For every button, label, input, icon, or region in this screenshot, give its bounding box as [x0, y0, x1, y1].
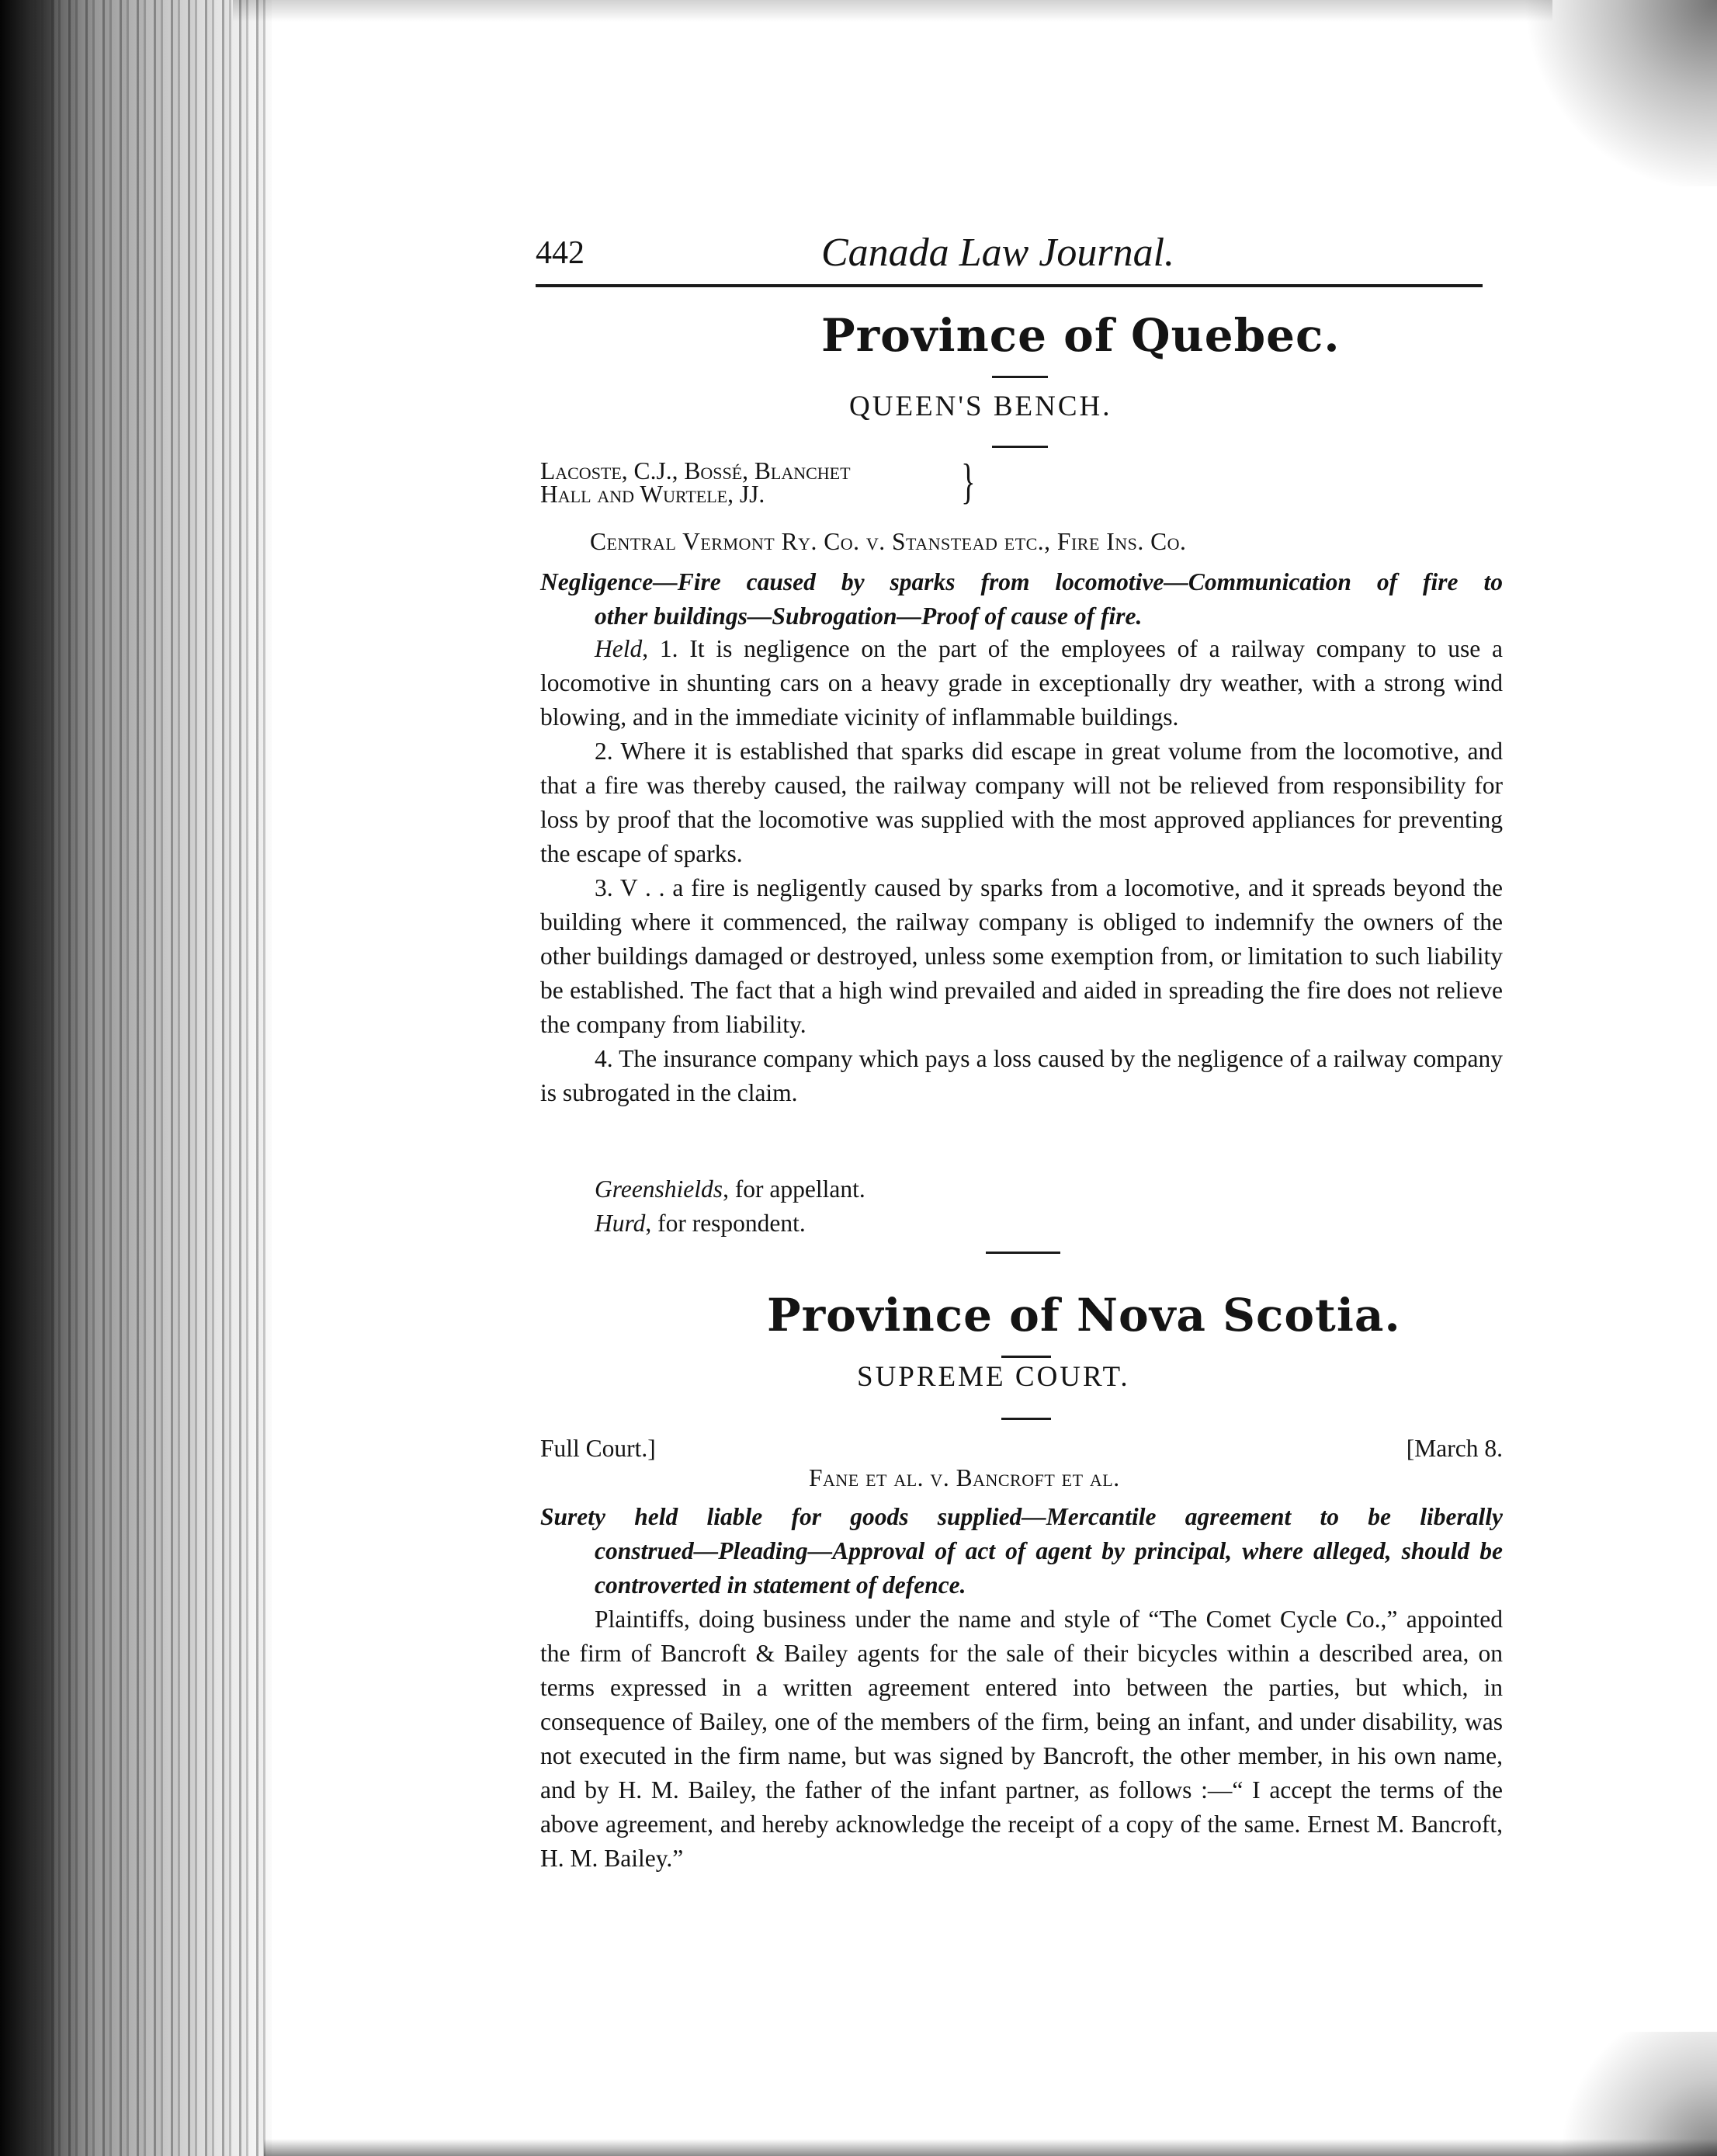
counsel-name: Hurd [595, 1210, 646, 1237]
page-number: 442 [536, 235, 584, 271]
rule-divider [1001, 1418, 1051, 1420]
held-text: , 1. It is negligence on the part of the employees of a railway company to use a locomotive in shunting cars on a heavy grade in exceptionally dry weather, with a strong wind blowing, and in the immediate vicinity of inflammable buildings. [540, 635, 1503, 731]
quebec-held-paragraphs [540, 632, 1503, 1110]
quebec-court-name: QUEEN'S BENCH. [849, 391, 1112, 422]
nova-scotia-headnote [540, 1500, 1503, 1602]
counsel-respondent [595, 1206, 806, 1241]
counsel-role: , for respondent. [645, 1210, 806, 1237]
decision-date: [March 8. [1406, 1435, 1503, 1462]
judges-list [540, 457, 990, 508]
quebec-case-title: Central Vermont Ry. Co. v. Stanstead etc., Fire Ins. Co. [590, 528, 1187, 555]
header-rule [536, 284, 1483, 287]
counsel-name: Greenshields [595, 1175, 723, 1203]
held-paragraph-3: 3. V . . a fire is negligently caused by sparks from a locomotive, and it spreads beyond the building where it commenced, the railway company is obliged to indemnify the owners of the other buildings damaged or destroyed, unless some exemption from, or limitation to such liability be established. The fact that a high wind prevailed and aided in spreading the fire does not relieve the company from liability. [540, 874, 1503, 1038]
section-divider [986, 1252, 1060, 1254]
judges-line: Hall and Wurtele, JJ. [540, 481, 765, 508]
quebec-headnote [540, 565, 1503, 634]
quebec-province-heading: Province of Quebec. [821, 309, 1341, 362]
rule-divider [1001, 1356, 1051, 1358]
headnote-line: other buildings—Subrogation—Proof of cause of fire. [595, 602, 1143, 630]
running-header [536, 231, 1483, 287]
page-corner-top-right [1515, 0, 1717, 186]
counsel-appellant [595, 1172, 865, 1206]
nova-scotia-case-title: Fane et al. v. Bancroft et al. [809, 1464, 1120, 1491]
counsel-role: , for appellant. [723, 1175, 865, 1203]
held-paragraph-2: 2. Where it is established that sparks did escape in great volume from the locomotive, and that a fire was thereby caused, the railway company will not be relieved from responsibility for loss by proof that the locomotive was supplied with the most approved appliances for preventing the escape of sparks. [540, 738, 1503, 867]
brace-glyph: } [961, 453, 976, 509]
page-bottom-shadow [264, 2139, 1717, 2156]
judges-line: Lacoste, C.J., Bossé, Blanchet [540, 457, 851, 484]
headnote-line: Surety held liable for goods supplied—Mercantile agreement to be liberally [540, 1503, 1503, 1530]
court-designation: Full Court.] [540, 1435, 656, 1462]
nova-scotia-province-heading: Province of Nova Scotia. [767, 1289, 1401, 1342]
nova-scotia-body [540, 1602, 1503, 1876]
rule-divider [992, 446, 1048, 448]
page-corner-bottom-right [1531, 2032, 1717, 2156]
nova-scotia-court-name: SUPREME COURT. [857, 1361, 1130, 1393]
body-paragraph: Plaintiffs, doing business under the name and style of “The Comet Cycle Co.,” appointed the firm of Bancroft & Bailey agents for the sale of their bicycles within a described area, on terms expressed in a written agreement entered into between the parties, but which, in consequence of Bailey, one of the members of the firm, being an infant, and under disability, was not executed in the firm name, but was signed by Bancroft, the other member, in his own name, and by H. M. Bailey, the father of the infant partner, as follows :—“ I accept the terms of the above agreement, and hereby acknowledge the receipt of a copy of the same. Ernest M. Bancroft, H. M. Bailey.” [540, 1606, 1503, 1872]
headnote-line: Negligence—Fire caused by sparks from locomotive—Communication of fire to [540, 568, 1503, 595]
book-gutter [0, 0, 54, 2156]
held-paragraph-4: 4. The insurance company which pays a loss caused by the negligence of a railway company is subrogated in the claim. [540, 1045, 1503, 1106]
rule-divider [992, 376, 1048, 378]
headnote-line: construed—Pleading—Approval of act of agent by principal, where alleged, should be controverted in statement of defence. [595, 1537, 1503, 1599]
held-paragraph-1 [540, 632, 1503, 734]
held-label: Held [595, 635, 643, 662]
page-top-shadow [233, 0, 1552, 22]
journal-title: Canada Law Journal. [821, 231, 1175, 275]
